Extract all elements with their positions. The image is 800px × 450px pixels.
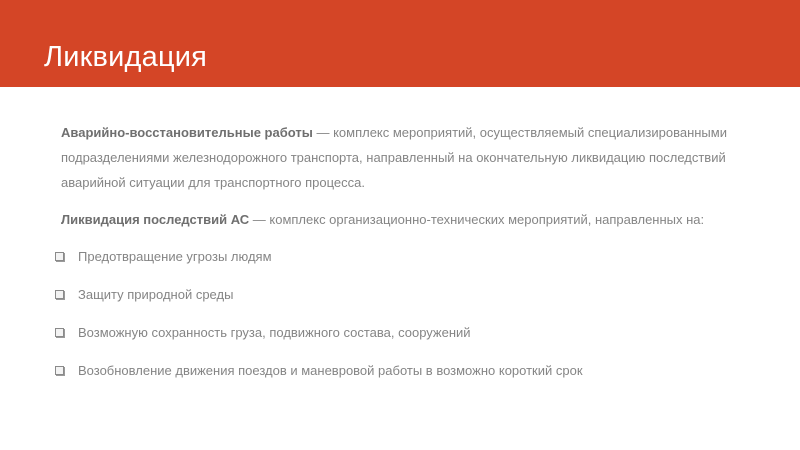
- checkbox-square-icon: [55, 366, 64, 375]
- checkbox-square-icon: [55, 290, 64, 299]
- checkbox-square-icon: [55, 328, 64, 337]
- list-item-text: Предотвращение угрозы людям: [78, 248, 272, 264]
- list-item: [55, 283, 755, 305]
- slide-title: Ликвидация: [44, 41, 208, 73]
- list-item: [55, 321, 755, 343]
- definition-paragraph-2: [61, 207, 751, 232]
- list-item: [55, 245, 755, 267]
- definition-paragraph-1: [61, 120, 751, 195]
- measures-list: [55, 245, 755, 397]
- list-item: [55, 359, 755, 381]
- list-item-text: Возможную сохранность груза, подвижного состава, сооружений: [78, 324, 471, 340]
- checkbox-square-icon: [55, 252, 64, 261]
- title-bar: [0, 0, 800, 87]
- definition-text-2: — комплекс организационно-технических мероприятий, направленных на:: [249, 212, 705, 227]
- list-item-text: Возобновление движения поездов и маневровой работы в возможно короткий срок: [78, 362, 583, 378]
- term-elimination-of-consequences: Ликвидация последствий АС: [61, 212, 250, 227]
- definition-text-1: — комплекс мероприятий, осуществляемый специализированными подразделениями железнодорожного транспорта, направленный на окончательную ликвидацию последствий аварийной ситуации для транспортного процесса.: [61, 125, 727, 190]
- slide-body: [61, 120, 751, 232]
- list-item-text: Защиту природной среды: [78, 286, 234, 302]
- term-emergency-recovery-works: Аварийно-восстановительные работы: [61, 125, 313, 140]
